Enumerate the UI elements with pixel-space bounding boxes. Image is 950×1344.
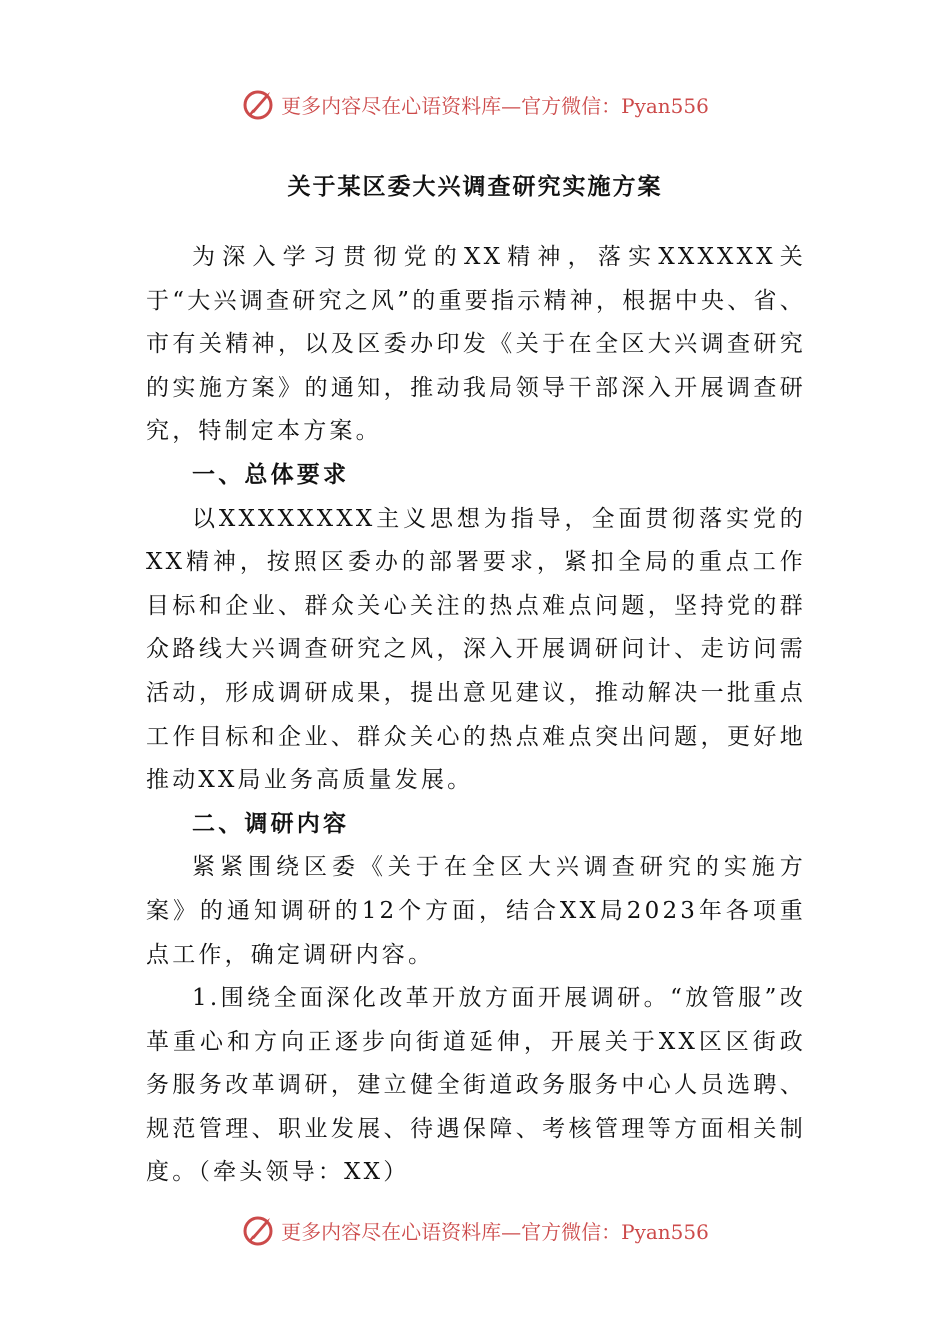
section-1-paragraph: 以XXXXXXXX主义思想为指导，全面贯彻落实党的XX精神，按照区委办的部署要求，紧扣全局的重点工作目标和企业、群众关心关注的热点难点问题，坚持党的群众路线大兴调查研究之风，深入开展调研问计、走访问需活动，形成调研成果，提出意见建议，推动解决一批重点工作目标和企业、群众关心的热点难点突出问题，更好地推动XX局业务高质量发展。 xyxy=(146,505,806,794)
quill-pen-logo-icon xyxy=(241,86,277,122)
intro-paragraph: 为深入学习贯彻党的XX精神，落实XXXXXX关于“大兴调查研究之风”的重要指示精神，根据中央、省、市有关精神，以及区委办印发《关于在全区大兴调查研究的实施方案》的通知，推动我局领导干部深入开展调查研究，特制定本方案。 xyxy=(146,244,806,445)
document-title: 关于某区委大兴调查研究实施方案 xyxy=(287,174,663,200)
section-2-heading: 二、调研内容 xyxy=(192,810,350,837)
section-1-heading: 一、总体要求 xyxy=(192,461,350,488)
watermark-text: 更多内容尽在心语资料库—官方微信：Pyan556 xyxy=(281,93,709,118)
document-body xyxy=(146,236,806,1195)
watermark-text: 更多内容尽在心语资料库—官方微信：Pyan556 xyxy=(281,1219,709,1244)
section-2-item-1: 1.围绕全面深化改革开放方面开展调研。“放管服”改革重心和方向正逐步向街道延伸，开展关于XX区区街政务服务改革调研，建立健全街道政务服务中心人员选聘、规范管理、职业发展、待遇保障、考核管理等方面相关制度。（牵头领导：XX） xyxy=(146,985,806,1186)
quill-pen-logo-icon xyxy=(241,1212,277,1248)
watermark-banner-top xyxy=(0,82,950,126)
watermark-banner-bottom xyxy=(0,1208,950,1252)
section-2-paragraph: 紧紧围绕区委《关于在全区大兴调查研究的实施方案》的通知调研的12个方面，结合XX局2023年各项重点工作，确定调研内容。 xyxy=(146,854,806,968)
